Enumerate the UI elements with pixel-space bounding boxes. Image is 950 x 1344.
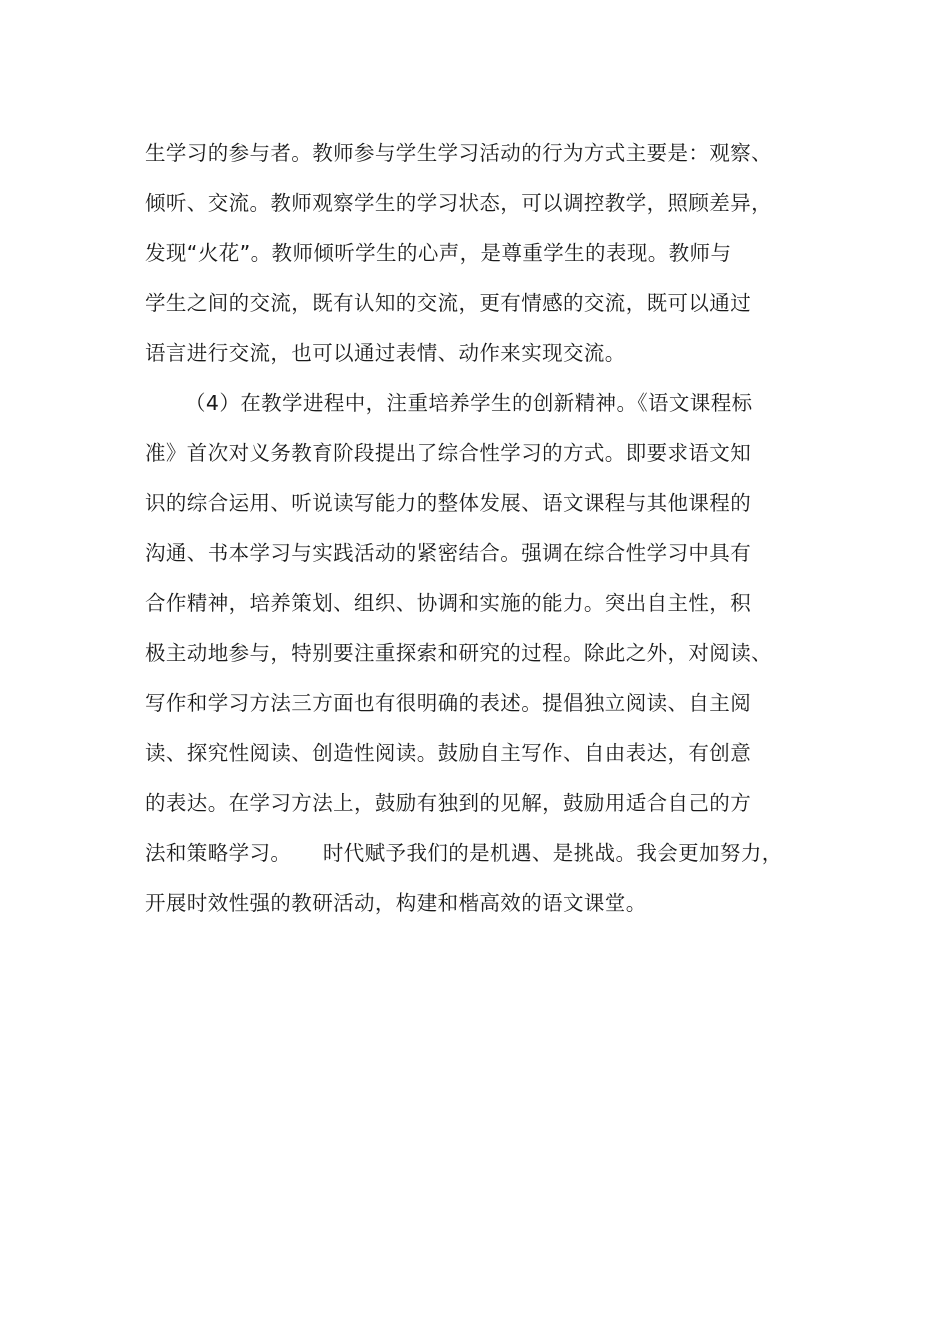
paragraph-start-line: （4）在教学进程中，注重培养学生的创新精神。《语文课程标 [185,391,753,415]
text-line: 识的综合运用、听说读写能力的整体发展、语文课程与其他课程的 [145,491,752,515]
text-line: 语言进行交流，也可以通过表情、动作来实现交流。 [145,341,626,365]
text-line: 法和策略学习。 时代赋予我们的是机遇、是挑战。我会更加努力， [145,841,783,865]
text-line: 学生之间的交流，既有认知的交流，更有情感的交流，既可以通过 [145,291,752,315]
text-line: 沟通、书本学习与实践活动的紧密结合。强调在综合性学习中具有 [145,541,752,565]
text-line: 合作精神，培养策划、组织、协调和实施的能力。突出自主性，积 [145,591,752,615]
text-line: 发现“火花”。教师倾听学生的心声，是尊重学生的表现。教师与 [145,241,732,265]
body-text [145,128,825,928]
text-line: 读、探究性阅读、创造性阅读。鼓励自主写作、自由表达，有创意 [145,741,752,765]
text-line: 写作和学习方法三方面也有很明确的表述。提倡独立阅读、自主阅 [145,691,752,715]
text-line: 极主动地参与，特别要注重探索和研究的过程。除此之外，对阅读、 [145,641,772,665]
text-line: 生学习的参与者。教师参与学生学习活动的行为方式主要是：观察、 [145,141,772,165]
text-line: 倾听、交流。教师观察学生的学习状态，可以调控教学，照顾差异， [145,191,772,215]
text-line: 开展时效性强的教研活动，构建和楷高效的语文课堂。 [145,891,647,915]
text-line: 准》首次对义务教育阶段提出了综合性学习的方式。即要求语文知 [145,441,752,465]
text-line: 的表达。在学习方法上，鼓励有独到的见解，鼓励用适合自己的方 [145,791,752,815]
